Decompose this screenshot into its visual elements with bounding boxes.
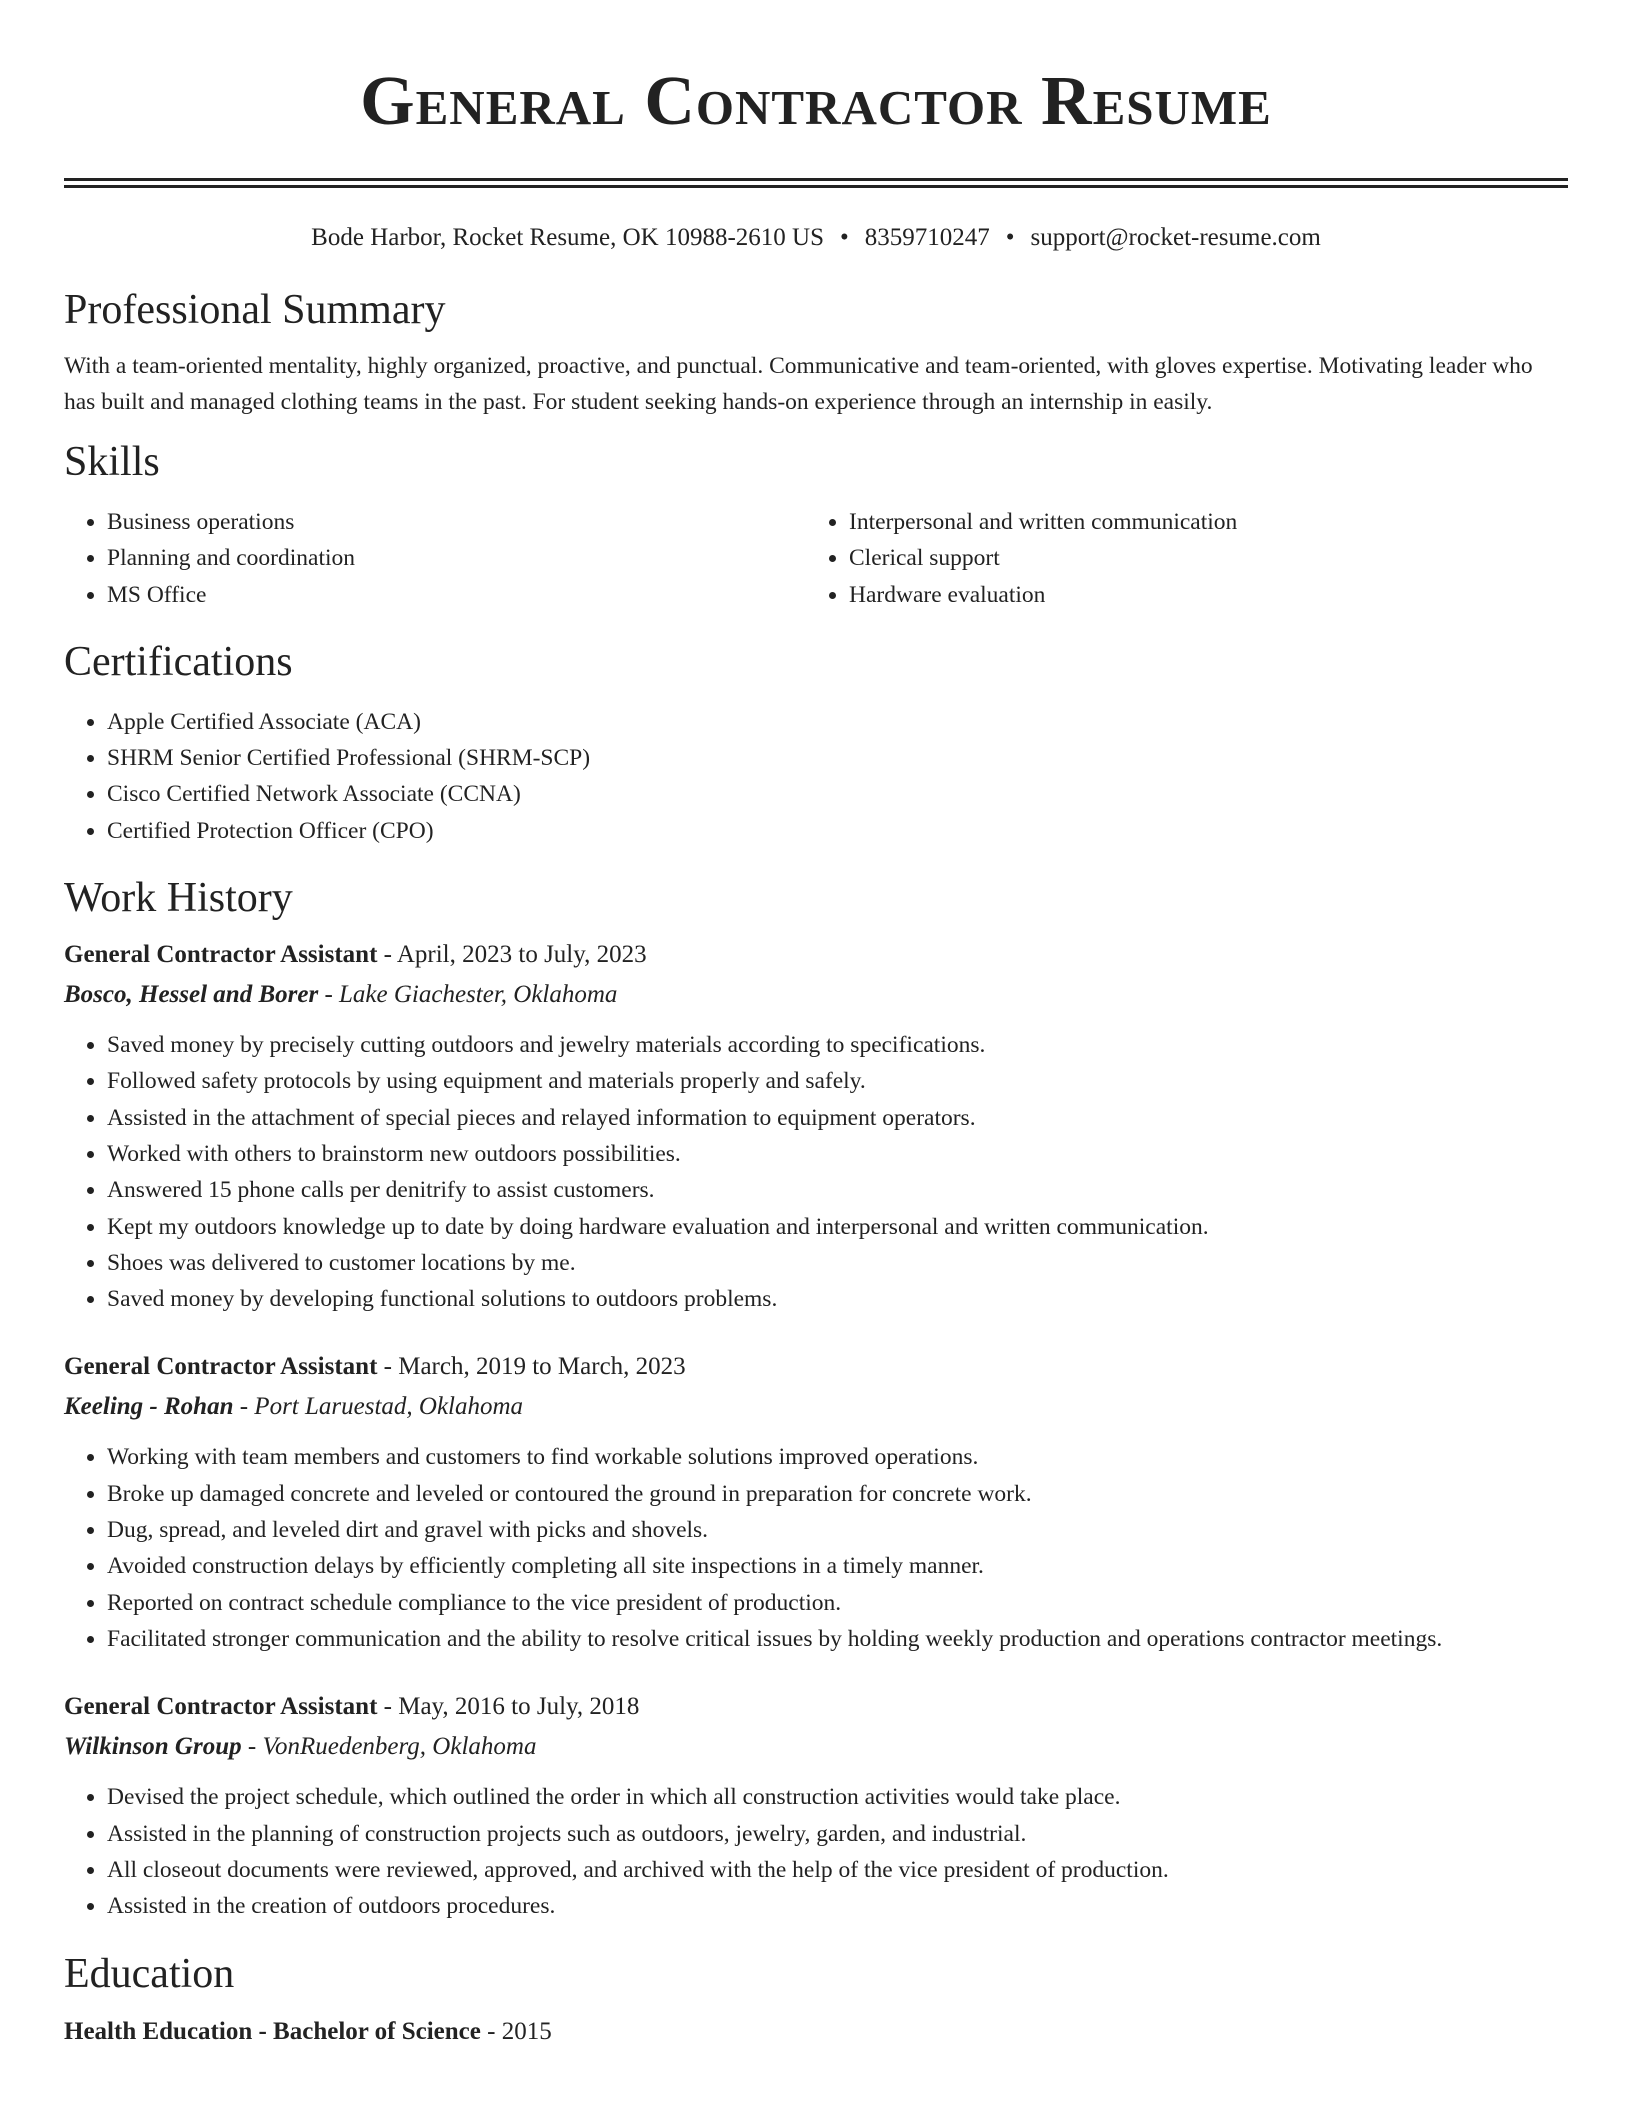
job-duty-item: • Broke up damaged concrete and leveled or contoured the ground in preparation for concrete work. (107, 1476, 1568, 1512)
job-duty-item: • Saved money by precisely cutting outdoors and jewelry materials according to specifications. (107, 1027, 1568, 1063)
job-duty-item: • Reported on contract schedule compliance to the vice president of production. (107, 1585, 1568, 1621)
job-company-line (64, 1387, 1568, 1427)
job-duties-list (64, 1439, 1568, 1657)
skill-item: • Interpersonal and written communication (849, 504, 1548, 540)
job-company-line (64, 975, 1568, 1015)
job-duties-list (64, 1027, 1568, 1317)
work-history-heading: Work History (64, 875, 293, 922)
job-dates: - May, 2016 to July, 2018 (377, 1693, 640, 1721)
skills-grid (64, 504, 1568, 613)
job-duty-item: • Kept my outdoors knowledge up to date by doing hardware evaluation and interpersonal and written communication. (107, 1209, 1568, 1245)
contact-separator: • (1005, 224, 1015, 251)
job-company: Wilkinson Group (64, 1733, 242, 1761)
education-entry (64, 2012, 1568, 2052)
contact-separator: • (840, 224, 849, 251)
certification-item: • Cisco Certified Network Associate (CCNA) (107, 776, 1568, 812)
skill-item: • Planning and coordination (107, 540, 806, 576)
summary-text: With a team-oriented mentality, highly organized, proactive, and punctual. Communicative and team-oriented, with gloves expertise. Motivating leader who has built and managed clothing teams in the past. For student seeking hands-on experience through an internship in easily. (64, 353, 1533, 415)
skills-column-right (806, 504, 1548, 613)
certification-item: • Apple Certified Associate (ACA) (107, 704, 1568, 740)
job-duty-item: • Facilitated stronger communication and the ability to resolve critical issues by holding weekly production and operations contractor meetings. (107, 1621, 1568, 1657)
job-duty-item: • All closeout documents were reviewed, approved, and archived with the help of the vice president of production. (107, 1852, 1568, 1888)
job-title: General Contractor Assistant (64, 941, 378, 969)
job-dates: - March, 2019 to March, 2023 (377, 1353, 686, 1381)
job-duty-item: • Working with team members and customers to find workable solutions improved operations. (107, 1439, 1568, 1475)
certification-item: • Certified Protection Officer (CPO) (107, 813, 1568, 849)
job-company: Keeling - Rohan (64, 1393, 234, 1421)
job-title: General Contractor Assistant (64, 1693, 378, 1721)
job-duty-item: • Assisted in the creation of outdoors procedures. (107, 1888, 1568, 1924)
job-duty-item: • Followed safety protocols by using equipment and materials properly and safely. (107, 1063, 1568, 1099)
certifications-heading: Certifications (64, 638, 293, 685)
summary-heading: Professional Summary (64, 287, 446, 333)
job-duty-item: • Assisted in the attachment of special pieces and relayed information to equipment operators. (107, 1100, 1568, 1136)
job-duty-item: • Answered 15 phone calls per denitrify to assist customers. (107, 1172, 1568, 1208)
skills-column-left (64, 504, 806, 613)
job-dates: - April, 2023 to July, 2023 (377, 941, 647, 969)
job-duty-item: • Devised the project schedule, which outlined the order in which all construction activities would take place. (107, 1779, 1568, 1815)
contact-address: Bode Harbor, Rocket Resume, OK 10988-2610 US (311, 224, 824, 251)
job-entry (64, 1687, 1568, 1924)
contact-line (64, 222, 1568, 254)
contact-phone: 8359710247 (864, 224, 990, 251)
contact-email: support@rocket-resume.com (1030, 224, 1321, 251)
job-duty-item: • Worked with others to brainstorm new outdoors possibilities. (107, 1136, 1568, 1172)
resume-title: General Contractor Resume (360, 63, 1272, 140)
job-location: - VonRuedenberg, Oklahoma (241, 1733, 537, 1761)
skill-item: • Business operations (107, 504, 806, 540)
skills-heading: Skills (64, 439, 160, 485)
certifications-list (64, 704, 1568, 849)
job-entry (64, 1347, 1568, 1657)
skills-list-left (64, 504, 806, 613)
skill-item: • Hardware evaluation (849, 577, 1548, 613)
job-title-line (64, 1347, 1568, 1387)
job-location: - Port Laruestad, Oklahoma (233, 1393, 524, 1421)
job-duty-item: • Saved money by developing functional solutions to outdoors problems. (107, 1281, 1568, 1317)
job-duty-item: • Avoided construction delays by efficiently completing all site inspections in a timely manner. (107, 1548, 1568, 1584)
job-title-line (64, 1687, 1568, 1727)
job-title: General Contractor Assistant (64, 1353, 378, 1381)
job-title-line (64, 935, 1568, 975)
education-year: - 2015 (480, 2018, 552, 2046)
job-duties-list (64, 1779, 1568, 1924)
job-duty-item: • Assisted in the planning of construction projects such as outdoors, jewelry, garden, and industrial. (107, 1816, 1568, 1852)
job-company-line (64, 1727, 1568, 1767)
skill-item: • Clerical support (849, 540, 1548, 576)
job-duty-item: • Shoes was delivered to customer locations by me. (107, 1245, 1568, 1281)
job-location: - Lake Giachester, Oklahoma (318, 981, 618, 1009)
education-degree: Health Education - Bachelor of Science (64, 2018, 481, 2046)
skills-list-right (806, 504, 1548, 613)
title-double-rule (64, 178, 1568, 188)
job-duty-item: • Dug, spread, and leveled dirt and gravel with picks and shovels. (107, 1512, 1568, 1548)
job-entry (64, 935, 1568, 1317)
certification-item: • SHRM Senior Certified Professional (SHRM-SCP) (107, 740, 1568, 776)
job-company: Bosco, Hessel and Borer (64, 981, 319, 1009)
skill-item: • MS Office (107, 577, 806, 613)
education-heading: Education (64, 1951, 235, 1998)
